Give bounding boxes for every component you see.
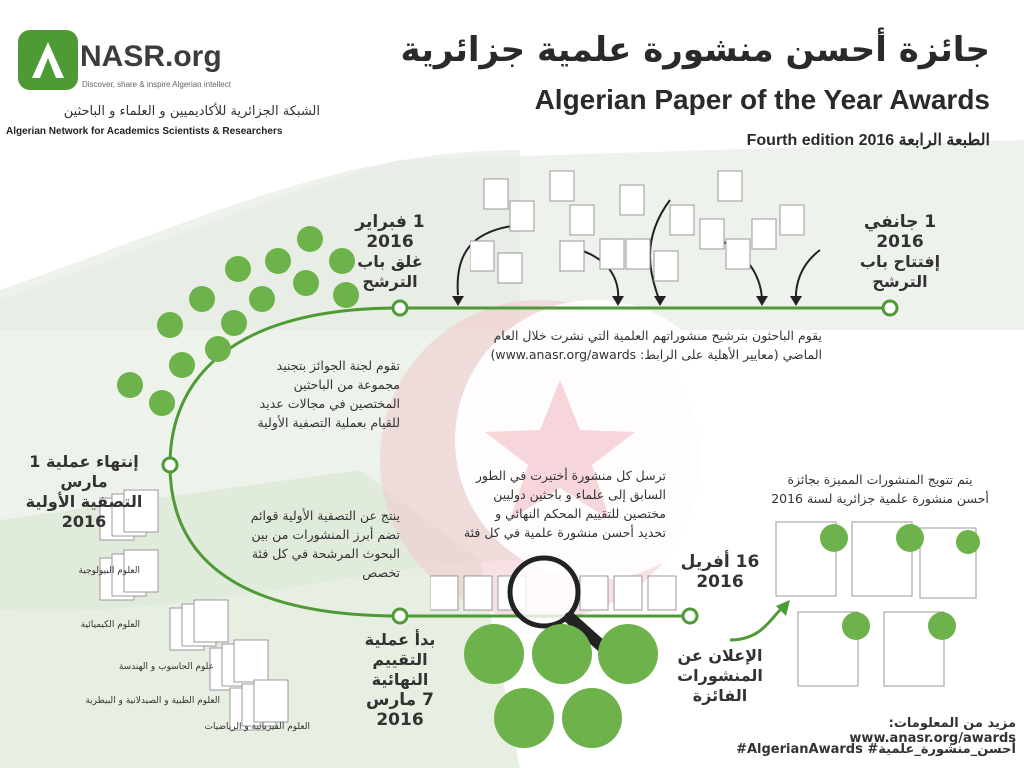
more-info-link[interactable]: مزيد من المعلومات: www.anasr.org/awards xyxy=(849,716,1016,746)
result-line3: البحوث المرشحة في كل فئة xyxy=(251,546,400,561)
label-jan1 xyxy=(820,212,980,292)
category-medical: العلوم الطبية و الصيدلانية و البيطرية xyxy=(85,696,220,706)
label-mar7 xyxy=(340,630,460,730)
category-computing: علوم الحاسوب و الهندسة xyxy=(118,662,214,672)
submitted-papers xyxy=(470,165,830,285)
apr16-line2: المنشورات xyxy=(677,666,763,685)
jury-line1: تقوم لجنة الجوائز بتجنيد xyxy=(276,358,400,373)
final-text xyxy=(440,466,666,542)
mar7-year: 2016 xyxy=(376,710,424,730)
submit-text xyxy=(460,326,822,364)
page-title-en: Algerian Paper of the Year Awards xyxy=(534,84,990,115)
apr16-date: 16 أفريل xyxy=(680,552,760,572)
mar7-date: 7 مارس xyxy=(366,690,434,710)
apr16-line3: الفائزة xyxy=(692,686,748,705)
network-name-ar: الشبكة الجزائرية للأكاديميين و العلماء و الباحثين xyxy=(63,104,320,119)
label-apr16-desc xyxy=(660,646,780,706)
award-text xyxy=(760,470,1000,508)
jury-text xyxy=(220,356,400,432)
category-biology: العلوم البيولوجية xyxy=(78,566,140,576)
mar1-line1: إنتهاء عملية 1 مارس xyxy=(29,452,139,491)
result-line1: ينتج عن التصفية الأولية قوائم xyxy=(250,508,400,523)
jury-line3: المختصين في مجالات عديد xyxy=(259,396,400,411)
final-line3: مختصين للتقييم المحكم النهائي و xyxy=(495,506,666,521)
result-line2: تضم أبرز المنشورات من بين xyxy=(251,527,400,542)
mar1-line2: التصفية الأولية 2016 xyxy=(25,492,143,531)
award-line2: أحسن منشورة علمية جزائرية لسنة 2016 xyxy=(771,491,989,506)
label-apr16 xyxy=(660,552,780,592)
mar7-line3: النهائية xyxy=(371,670,429,689)
page-title-ar: جائزة أحسن منشورة علمية جزائرية xyxy=(400,30,990,70)
final-line2: السابق إلى علماء و باحثين دوليين xyxy=(493,487,666,502)
mar7-line1: بدأ عملية xyxy=(364,630,436,649)
apr16-year: 2016 xyxy=(696,572,744,592)
category-physics: العلوم الفيزيائية و الرياضيات xyxy=(204,722,310,732)
jury-line2: مجموعة من الباحثين xyxy=(293,377,400,392)
feb1-line2: الترشح xyxy=(362,272,418,291)
jan1-date: 1 جانفي xyxy=(863,212,937,232)
submit-line2: الماضي (معايير الأهلية على الرابط: www.anasr.org/awards) xyxy=(490,347,822,362)
winning-papers xyxy=(770,516,980,706)
apr16-line1: الإعلان عن xyxy=(677,646,763,665)
feb1-line1: غلق باب xyxy=(357,252,423,271)
label-feb1 xyxy=(330,212,450,292)
jan1-line2: الترشح xyxy=(872,272,928,291)
jan1-line1: إفتتاح باب xyxy=(859,252,941,271)
network-name-en: Algerian Network for Academics Scientists & Researchers xyxy=(6,126,283,137)
final-line1: ترسل كل منشورة أختيرت في الطور xyxy=(475,468,666,483)
hashtags: #AlgerianAwards #أحسن_منشورة_علمية xyxy=(736,742,1016,757)
result-text xyxy=(200,506,400,582)
result-line4: تخصص xyxy=(362,565,400,580)
jury-line4: للقيام بعملية التصفية الأولية xyxy=(257,415,400,430)
jan1-year: 2016 xyxy=(876,232,924,252)
reviewers xyxy=(462,622,662,752)
edition-label: Fourth edition 2016 الطبعة الرابعة xyxy=(746,132,990,149)
final-line4: تحديد أحسن منشورة علمية في كل فئة xyxy=(463,525,666,540)
award-line1: يتم تتويج المنشورات المميزة بجائزة xyxy=(787,472,973,487)
feb1-date: 1 فبراير xyxy=(355,212,425,232)
logo-tagline: Discover, share & inspire Algerian intellect xyxy=(82,80,231,89)
logo-brand: NASR.org xyxy=(80,40,222,73)
feb1-year: 2016 xyxy=(366,232,414,252)
category-chemistry: العلوم الكيميائية xyxy=(80,620,140,630)
submit-line1: يقوم الباحثون بترشيح منشوراتهم العلمية التي نشرت خلال العام xyxy=(493,328,822,343)
mar7-line2: التقييم xyxy=(372,650,428,669)
label-mar1 xyxy=(4,452,164,532)
